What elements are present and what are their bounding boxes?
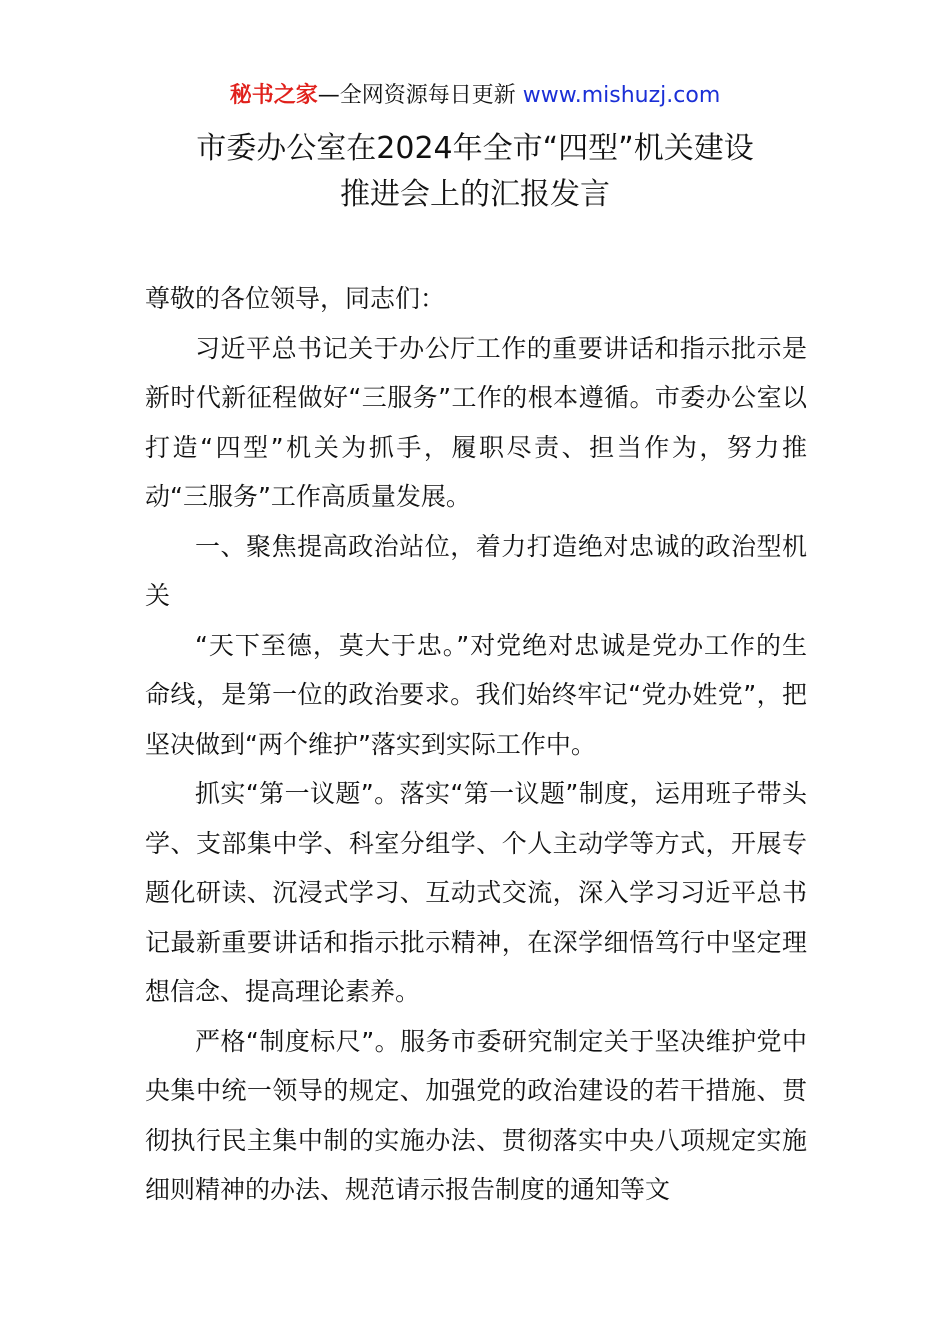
document-body — [145, 274, 807, 1215]
section-heading-1: 一、聚焦提高政治站位，着力打造绝对忠诚的政治型机关 — [145, 531, 807, 610]
paragraph-system-standard: 严格“制度标尺”。服务市委研究制定关于坚决维护党中央集中统一领导的规定、加强党的政治建设的若干措施、贯彻执行民主集中制的实施办法、贯彻落实中央八项规定实施细则精神的办法、规范请示报告制度的通知等文 — [145, 1026, 807, 1204]
paragraph-first-topic: 抓实“第一议题”。落实“第一议题”制度，运用班子带头学、支部集中学、科室分组学、个人主动学等方式，开展专题化研读、沉浸式学习、互动式交流，深入学习习近平总书记最新重要讲话和指示批示精神，在深学细悟笃行中坚定理想信念、提高理论素养。 — [145, 779, 807, 1006]
site-url[interactable]: www.mishuzj.com — [515, 83, 721, 108]
title-line-2: 推进会上的汇报发言 — [340, 177, 610, 212]
site-brand: 秘书之家 — [229, 83, 318, 108]
title-line-1: 市委办公室在2024年全市“四型”机关建设 — [196, 131, 754, 166]
salutation: 尊敬的各位领导，同志们： — [145, 284, 446, 313]
document-title — [100, 126, 850, 218]
site-tagline: —全网资源每日更新 — [317, 83, 516, 108]
paragraph-intro: 习近平总书记关于办公厅工作的重要讲话和指示批示是新时代新征程做好“三服务”工作的根本遵循。市委办公室以打造“四型”机关为抓手，履职尽责、担当作为，努力推动“三服务”工作高质量发展。 — [145, 333, 807, 511]
paragraph-loyalty: “天下至德，莫大于忠。”对党绝对忠诚是党办工作的生命线，是第一位的政治要求。我们始终牢记“党办姓党”，把坚决做到“两个维护”落实到实际工作中。 — [145, 630, 807, 759]
site-header — [0, 80, 950, 112]
